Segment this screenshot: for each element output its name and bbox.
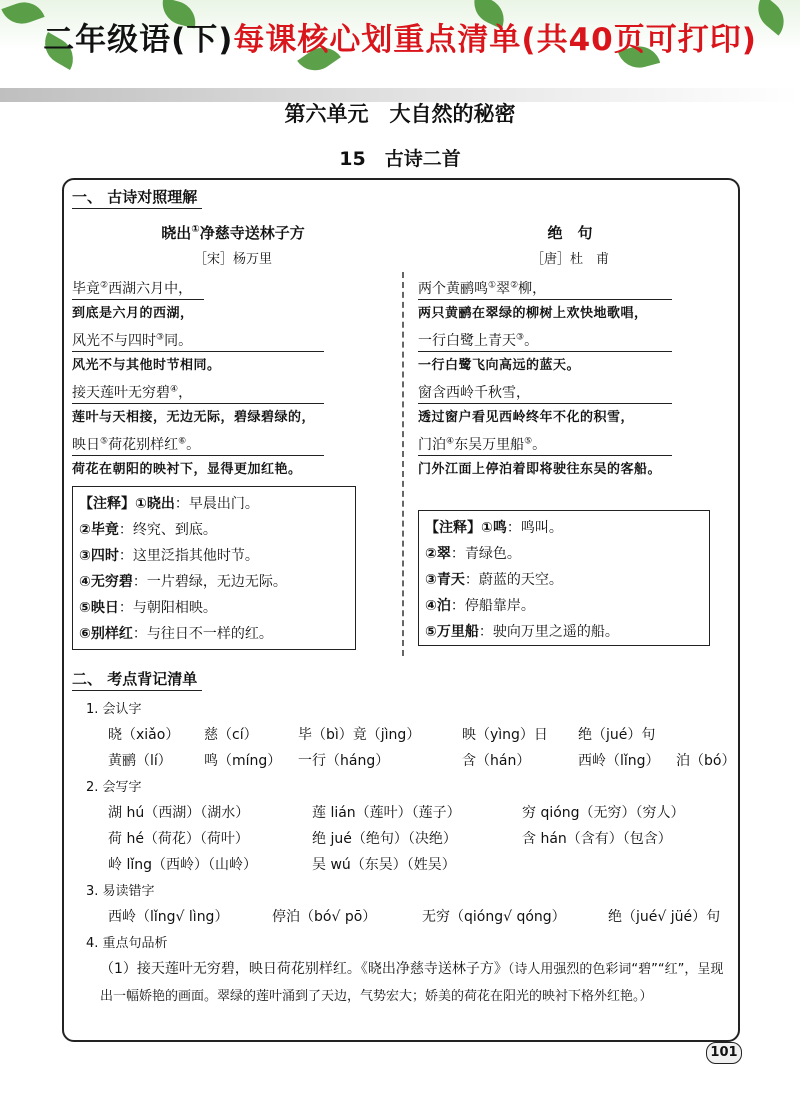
- note-item: ②毕竟：终究、到底。: [79, 522, 217, 538]
- note-item: ④泊：停船靠岸。: [425, 598, 535, 614]
- write-item: 含 hán（含有）（包含）: [522, 831, 672, 847]
- char-item: 绝（jué）句: [578, 727, 656, 743]
- poem1-translation-2: 风光不与其他时节相同。: [72, 358, 221, 373]
- column-divider: [402, 272, 404, 656]
- note-item: 【注释】①晓出：早晨出门。: [79, 496, 259, 512]
- char-item: 映（yìng）日: [462, 727, 548, 743]
- char-item: 黄鹂（lí）: [108, 753, 172, 769]
- sub-heading-recognize: 1. 会认字: [86, 702, 142, 717]
- poem1-translation-3: 莲叶与天相接，无边无际，碧绿碧绿的，: [72, 410, 316, 425]
- banner-title-black: 二年级语(下): [43, 22, 234, 58]
- note-item: ③四时：这里泛指其他时节。: [79, 548, 259, 564]
- poem1-translation-4: 荷花在朝阳的映衬下，显得更加红艳。: [72, 462, 302, 477]
- misread-item: 绝（jué√ jüé）句: [608, 909, 721, 925]
- poem2-line-4: 门泊④东吴万里船⑤。: [418, 434, 672, 456]
- note-item: ⑤万里船：驶向万里之遥的船。: [425, 624, 619, 640]
- poem2-line-2: 一行白鹭上青天③。: [418, 330, 672, 352]
- poem2-notes-box: [418, 510, 710, 646]
- section-heading-2: 二、 考点背记清单: [72, 670, 198, 688]
- write-item: 莲 lián（莲叶）（莲子）: [312, 805, 461, 821]
- poem2-translation-1: 两只黄鹂在翠绿的柳树上欢快地歌唱，: [418, 306, 648, 321]
- poem2-translation-3: 透过窗户看见西岭终年不化的积雪，: [418, 410, 635, 425]
- char-item: 泊（bó）: [676, 753, 736, 769]
- write-item: 荷 hé（荷花）（荷叶）: [108, 831, 249, 847]
- poem2-title: 绝 句: [547, 224, 593, 242]
- poem1-line-4: 映日⑤荷花别样红⑥。: [72, 434, 324, 456]
- heading-underline: [72, 208, 202, 209]
- poem2-line-3: 窗含西岭千秋雪，: [418, 382, 672, 404]
- misread-item: 无穷（qióng√ qóng）: [422, 909, 566, 925]
- char-item: 慈（cí）: [204, 727, 258, 743]
- poem1-author: ［宋］杨万里: [193, 252, 272, 267]
- poem2-author: ［唐］杜 甫: [530, 252, 609, 267]
- char-item: 一行（háng）: [298, 753, 390, 769]
- char-item: 鸣（míng）: [204, 753, 282, 769]
- write-item: 吴 wú（东吴）（姓吴）: [312, 857, 456, 873]
- misread-item: 西岭（lǐng√ lìng）: [108, 909, 229, 925]
- banner-title-red: 每课核心划重点清单(共40页可打印): [233, 22, 757, 58]
- page-number: 101: [706, 1042, 742, 1064]
- char-item: 西岭（lǐng）: [578, 753, 660, 769]
- header-banner: [0, 0, 800, 72]
- note-item: ②翠：青绿色。: [425, 546, 521, 562]
- poem1-line-2: 风光不与四时③同。: [72, 330, 324, 352]
- poem1-notes-box: [72, 486, 356, 650]
- note-item: ⑥别样红：与往日不一样的红。: [79, 626, 273, 642]
- char-item: 毕（bì）竟（jìng）: [298, 727, 421, 743]
- char-item: 含（hán）: [462, 753, 531, 769]
- section-heading-1: 一、 古诗对照理解: [72, 188, 198, 206]
- banner-title: [0, 14, 800, 59]
- heading-underline: [72, 690, 202, 691]
- sub-heading-analysis: 4. 重点句品析: [86, 936, 168, 951]
- analysis-text: （诗人用强烈的色彩词“碧”“红”，呈现出一幅娇艳的画面。翠绿的莲叶涌到了天边，气势宏大；娇美的荷花在阳光的映衬下格外红艳。）: [100, 962, 724, 1004]
- misread-item: 停泊（bó√ pō）: [272, 909, 377, 925]
- poem2-translation-4: 门外江面上停泊着即将驶往东吴的客船。: [418, 462, 662, 477]
- poem1-title: 晓出①净慈寺送林子方: [161, 224, 305, 242]
- sub-heading-misread: 3. 易读错字: [86, 884, 155, 899]
- note-item: ④无穷碧：一片碧绿，无边无际。: [79, 574, 287, 590]
- sub-heading-write: 2. 会写字: [86, 780, 142, 795]
- write-item: 岭 lǐng（西岭）（山岭）: [108, 857, 257, 873]
- analysis-lead: （1）接天莲叶无穷碧，映日荷花别样红。《晓出净慈寺送林子方》: [100, 961, 508, 977]
- note-item: 【注释】①鸣：鸣叫。: [425, 520, 563, 536]
- poem1-translation-1: 到底是六月的西湖，: [72, 306, 194, 321]
- poem2-line-1: 两个黄鹂鸣①翠②柳，: [418, 278, 672, 300]
- note-item: ⑤映日：与朝阳相映。: [79, 600, 217, 616]
- poem1-line-1: 毕竟②西湖六月中，: [72, 278, 204, 300]
- write-item: 穷 qióng（无穷）（穷人）: [522, 805, 685, 821]
- unit-title: 第六单元 大自然的秘密: [284, 102, 516, 126]
- char-item: 晓（xiǎo）: [108, 727, 180, 743]
- write-item: 绝 jué（绝句）（决绝）: [312, 831, 457, 847]
- poem2-translation-2: 一行白鹭飞向高远的蓝天。: [418, 358, 581, 373]
- poem1-line-3: 接天莲叶无穷碧④，: [72, 382, 324, 404]
- note-item: ③青天：蔚蓝的天空。: [425, 572, 563, 588]
- write-item: 湖 hú（西湖）（湖水）: [108, 805, 250, 821]
- lesson-title: 15 古诗二首: [339, 148, 461, 170]
- sentence-analysis: [100, 956, 732, 1010]
